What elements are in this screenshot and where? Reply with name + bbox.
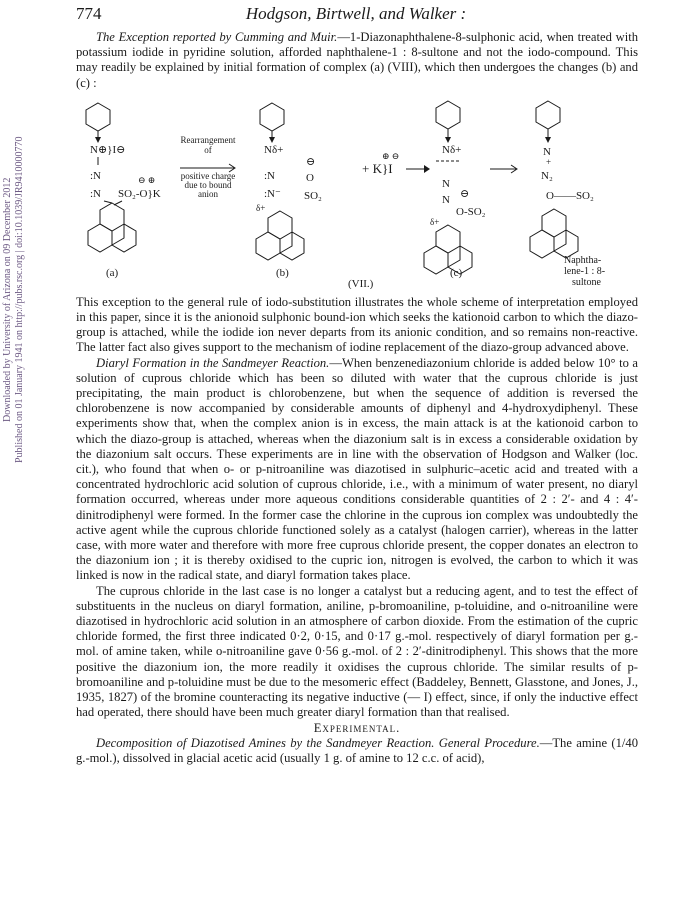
download-sidebar [2, 20, 24, 580]
a-n-top: N⊕}I⊖ [90, 143, 126, 156]
b-o: O [306, 171, 314, 184]
paragraph-1: This exception to the general rule of iodo-substitution illustrates the whole scheme of interpretation employed in this paper, since it is the anionoid sulphonic bound-ion which seeks the kationoid carbon to which the diazo-group is attached, while the iodide ion never departs from its anionic condition, and so remains non-reactive. The latter fact also gives support to the mechanism of iodine replacement of the diazo-group advanced above. [76, 294, 638, 355]
d-plus: + [546, 156, 552, 167]
c-delta: δ+ [430, 216, 440, 227]
d-n: N [543, 145, 551, 158]
label-c: (c) [450, 266, 463, 279]
a-so2: SO₂-O}K [118, 187, 161, 200]
c-n1: N [442, 177, 450, 190]
c-n2: N [442, 193, 450, 206]
running-head: Hodgson, Birtwell, and Walker : [245, 4, 467, 23]
paragraph-2 [76, 356, 638, 584]
label-a: (a) [106, 266, 119, 279]
reaction-scheme [76, 93, 638, 289]
page-number: 774 [76, 4, 102, 23]
paragraph-2-text: —When benzenediazonium chloride is added below 10° to a solution of cuprous chloride which has been so diluted with water that the cuprous chloride is just precipitating, the main product is chlorobenzene, but when the sequence of addition is reversed the chlorobenzene is now accompanied by considerable amounts of diphenyl and 4-hydroxydiphenyl. These experiments show that, when the complex anion is in excess, the main attack is at the kationoid carbon to which the diazo-group is attached, whereas when the diazonium salt is in excess a considerable oxidation by the diazonium salt occurs. These experiments are in line with the observation of Hodgson and Walker (loc. cit.), who found that when o- or p-nitroaniline was diazotised in sulphuric–acetic acid and treated with a concentrated hydrochloric acid solution of cuprous chloride, i.e., with a minimum of water present, no diaryl formation occurred, whereas under more aqueous conditions considerable quantities of 2 : 2′- and 4 : 4′-dinitrodiphenyl were formed. In the former case the chlorine in the cuprous ion complex was undoubtedly the active agent while the cuprous chloride functioned solely as a catalyst (halogen carrier), whereas in the latter case, with more water and therefore with more free cuprous chloride present, the copper donates an electron to the diazonium ion ; it is thereby oxidised to the cupric ion, nitrogen is evolved, the carbon to which it was linked is now in the radical state, and diaryl formation takes place. [76, 355, 638, 583]
b-n-top: Nδ+ [264, 143, 284, 156]
paragraph-3: The cuprous chloride in the last case is no longer a catalyst but a reducing agent, and to test the effect of substituents in the nucleus on diaryl formation, aniline, p-bromoaniline, p-toluidine, and o-nitroaniline were diazotised in hydrochloric acid solution in an atmosphere of carbon dioxide. From the estimation of the cupric chloride formed, the first three indicated 0·2, 0·15, and 0·17 g.-mol. respectively of diaryl formation per g.-mol. of amine taken, while o-nitroaniline gave 0·56 g.-mol. of 2 : 2′-dinitrodiphenyl. This shows that the more positive the diazonium ion, the more readily it oxidises the cuprous chloride. The similar results of p-bromoaniline and p-toluidine must be due to the mesomeric effect (Baddeley, Bennett, Glasstone, and Jones, J., 1935, 1827) of the bromine counteracting its negative inductive (— I) effect, since, if only the inductive effect had operated, there should have been much greater diaryl formation than that realised. [76, 583, 638, 720]
intro-lead: The Exception reported by Cumming and Muir. [96, 30, 338, 44]
d-so2: O——SO₂ [546, 189, 594, 202]
a-charges: ⊖ ⊕ [138, 174, 156, 185]
paragraph-2-lead: Diaryl Formation in the Sandmeyer Reaction. [96, 355, 330, 370]
arrow-label-2: of [204, 144, 212, 155]
c-n-top: Nδ+ [442, 143, 462, 156]
article-body [76, 30, 638, 766]
intro-text: —1-Diazonaphthalene-8-sulphonic acid, when treated with potassium iodide in pyridine solution, afforded naphthalene-1 : 8-sultone and not the iodo-compound. This may readily be explained by initial formation of complex (a) (VIII), which then undergoes the changes (b) and (c) : [76, 30, 638, 90]
c-so2: O-SO₂ [456, 205, 486, 218]
b-minus: ⊖ [306, 155, 316, 168]
d-n2: N₂ [541, 169, 553, 182]
ki-charges: ⊕ ⊖ [382, 150, 400, 161]
c-minus: ⊖ [460, 187, 470, 200]
arrow-label-1: Rearrangement [180, 134, 236, 145]
arrow-label-4: due to bound [184, 179, 232, 190]
paragraph-4-lead: Decomposition of Diazotised Amines by the Sandmeyer Reaction. General Procedure. [96, 735, 540, 750]
b-delta: δ+ [256, 202, 266, 213]
publication-notice: Published on 01 January 1941 on http://pubs.rsc.org | doi:10.1039/JR9410000770 [14, 136, 25, 464]
plus-ki: + K}I [362, 160, 393, 176]
b-n-bot: :N⁻ [264, 187, 281, 200]
a-n-mid: :N [90, 169, 101, 182]
paragraph-4-text: —The amine (1/40 g.-mol.), dissolved in glacial acetic acid (usually 1 g. of amine to 12 c.c. of acid), [76, 735, 639, 765]
b-so2: SO₂ [304, 189, 322, 202]
product-label-1: Naphtha- [564, 254, 602, 266]
label-vii: (VII.) [348, 277, 374, 289]
download-notice: Downloaded by University of Arizona on 09 December 2012 [2, 177, 13, 423]
intro-paragraph [76, 30, 638, 91]
label-b: (b) [276, 266, 289, 279]
product-label-3: sultone [572, 276, 601, 288]
page-header [76, 4, 636, 28]
paragraph-4 [76, 736, 638, 766]
arrow-label-3: positive charge [180, 170, 236, 181]
reaction-scheme-drawing [76, 93, 638, 289]
a-n-bot: :N [90, 187, 101, 200]
product-label-2: lene-1 : 8- [564, 265, 606, 277]
arrow-label-5: anion [198, 188, 218, 199]
b-n-mid: :N [264, 169, 275, 182]
section-heading: Experimental. [313, 720, 401, 735]
